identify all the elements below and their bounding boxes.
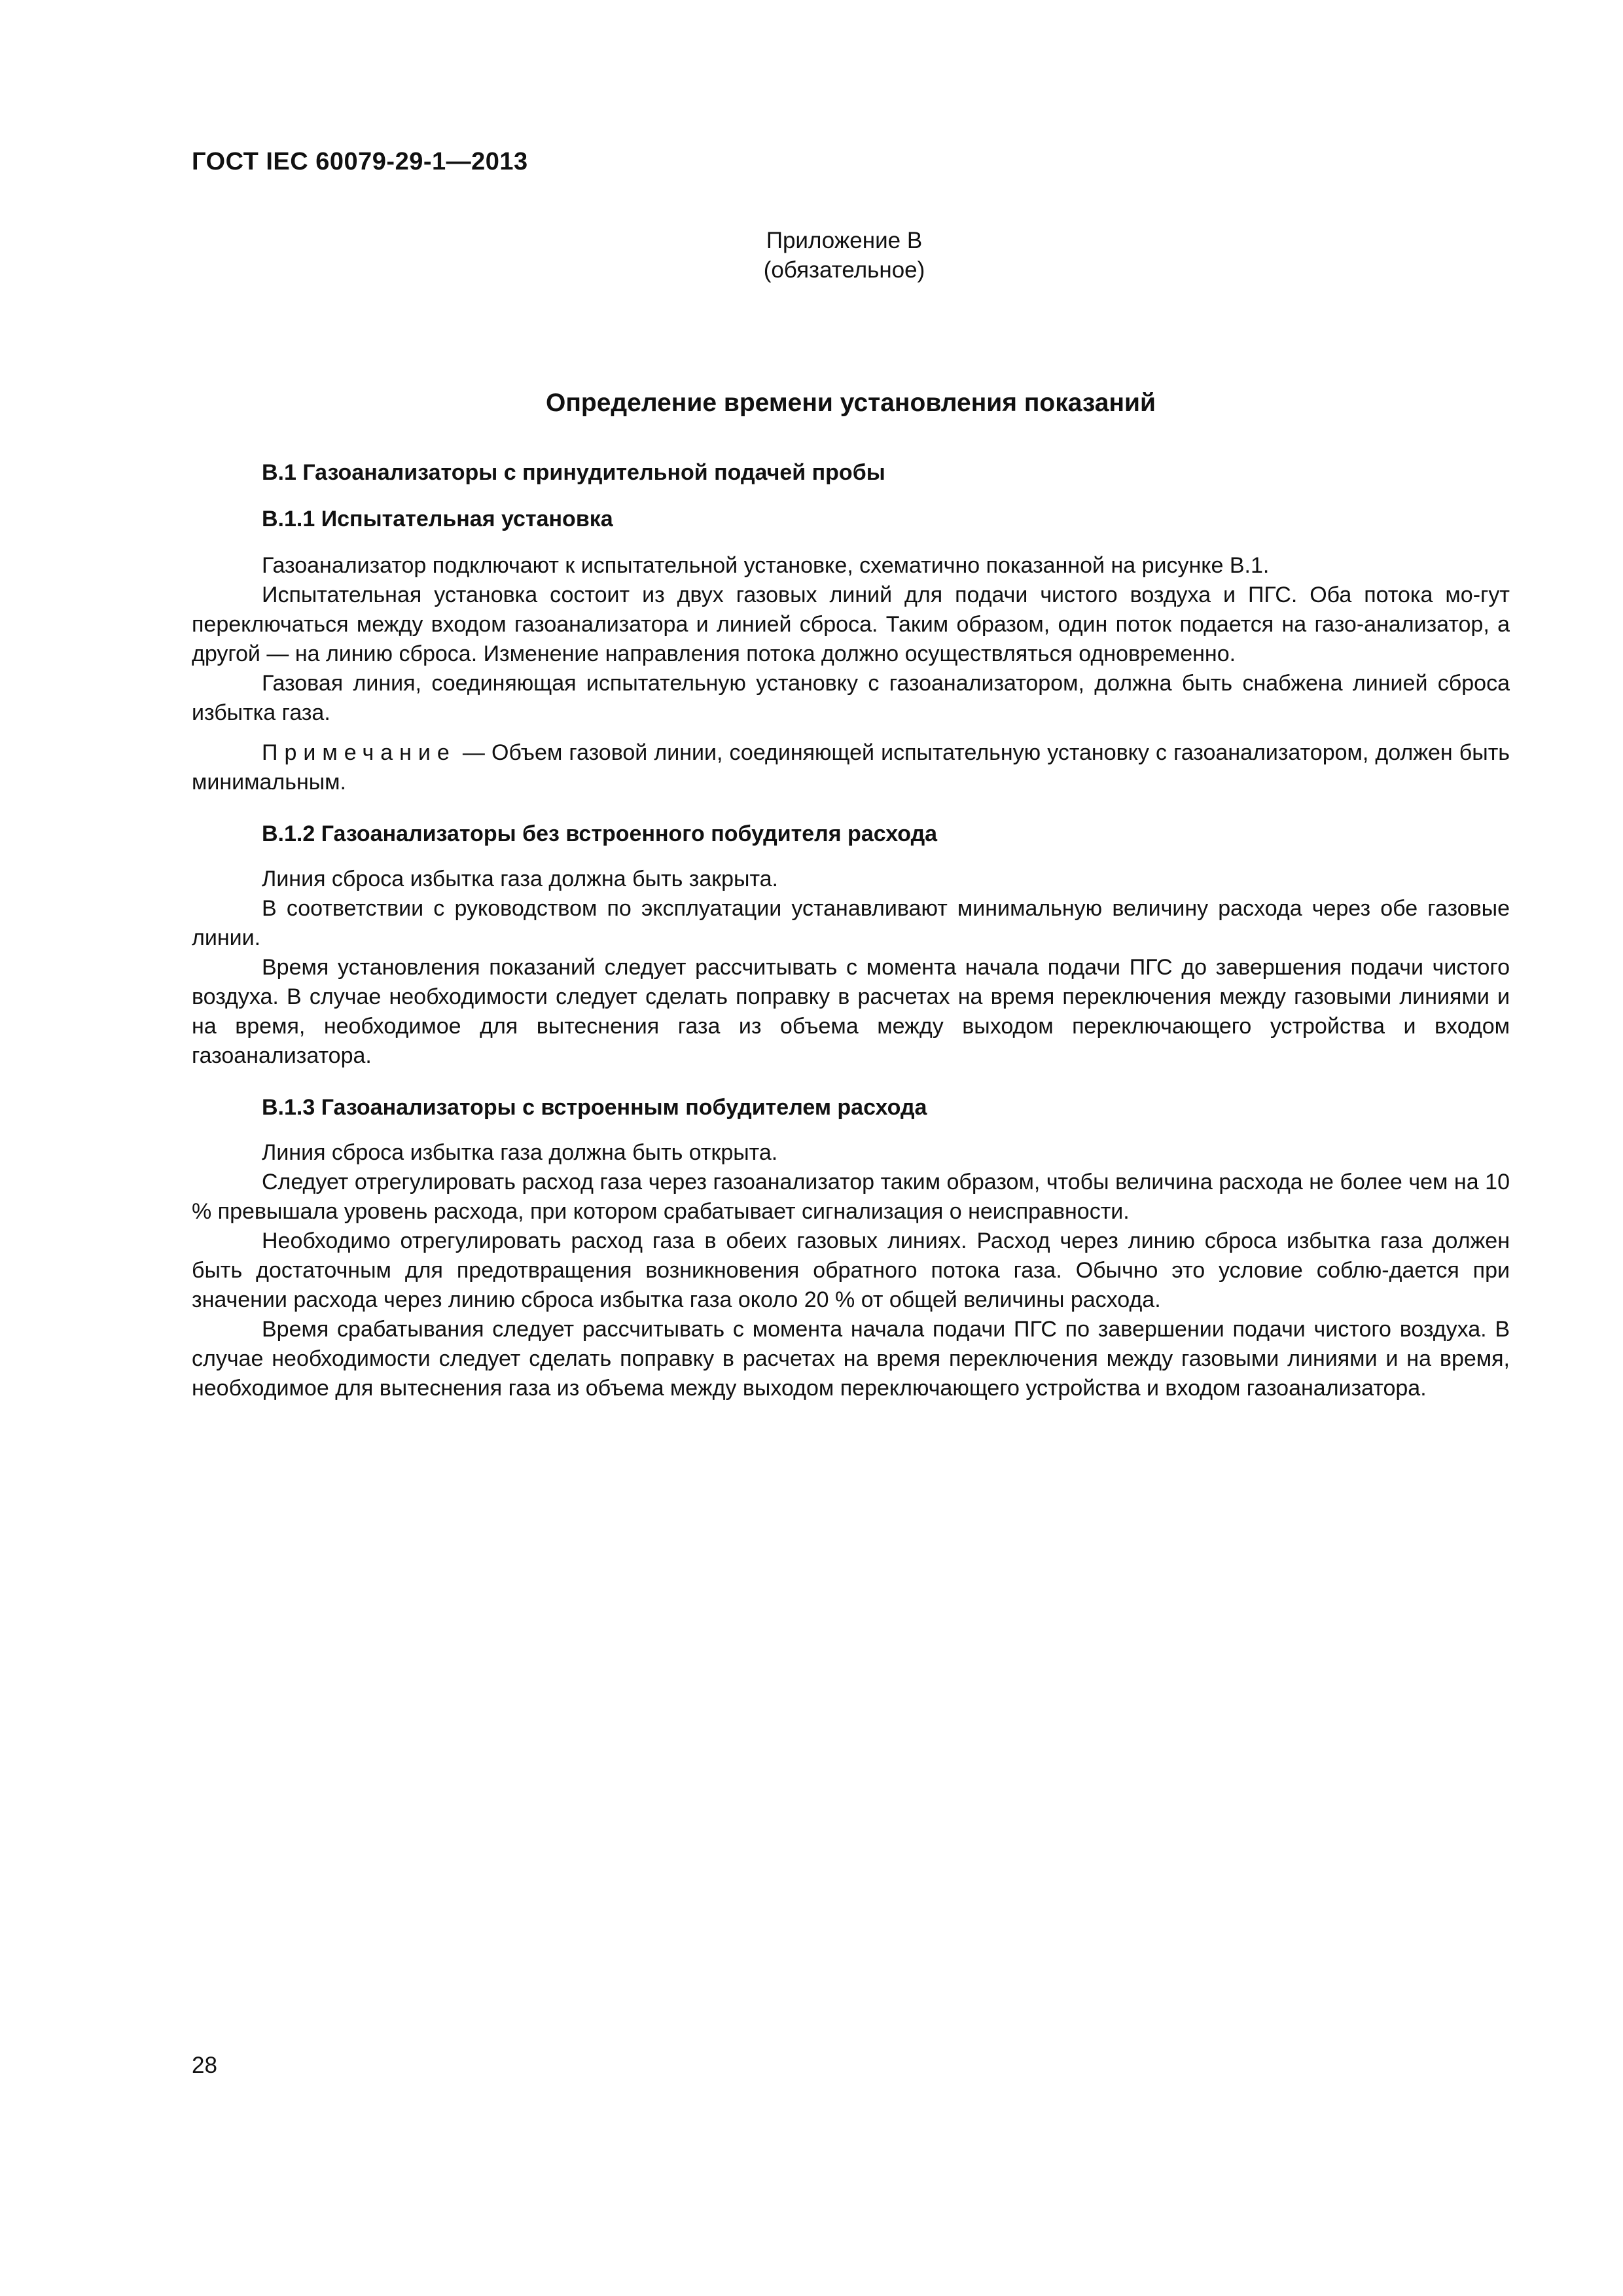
section-b12-heading: В.1.2 Газоанализаторы без встроенного побудителя расхода (262, 821, 938, 846)
document-body (192, 458, 1510, 1403)
standard-code-header: ГОСТ IEC 60079-29-1—2013 (192, 148, 528, 175)
paragraph: Линия сброса избытка газа должна быть открыта. (262, 1140, 778, 1165)
note-text: — Объем газовой линии, соединяющей испытательную установку с газоанализатором, должен быть минимальным. (192, 740, 1510, 795)
note-label: Примечание (262, 740, 456, 765)
section-b1-heading: В.1 Газоанализаторы с принудительной подачей пробы (262, 460, 885, 485)
paragraph: Линия сброса избытка газа должна быть закрыта. (262, 867, 778, 891)
paragraph: В соответствии с руководством по эксплуатации устанавливают минимальную величину расхода через обе газовые линии. (192, 896, 1510, 950)
paragraph: Газовая линия, соединяющая испытательную установку с газоанализатором, должна быть снабжена линией сброса избытка газа. (192, 671, 1510, 725)
section-b11-heading: В.1.1 Испытательная установка (262, 507, 613, 531)
annex-title: Приложение В (766, 228, 923, 253)
paragraph: Следует отрегулировать расход газа через газоанализатор таким образом, чтобы величина расхода не более чем на 10 % превышала уровень расхода, при котором срабатывает сигнализация о неисправности. (192, 1170, 1510, 1224)
page-number: 28 (192, 2053, 217, 2078)
document-title: Определение времени установления показаний (546, 389, 1156, 417)
note-paragraph (192, 738, 1510, 797)
paragraph: Газоанализатор подключают к испытательной установке, схематично показанной на рисунке В.1. (262, 553, 1270, 578)
paragraph: Время установления показаний следует рассчитывать с момента начала подачи ПГС до завершения подачи чистого воздуха. В случае необходимости следует сделать поправку в расчетах на время переключения между газовыми линиями и на время, необходимое для вытеснения газа из объема между выходом переключающего устройства и входом газоанализатора. (192, 955, 1510, 1068)
paragraph: Испытательная установка состоит из двух газовых линий для подачи чистого воздуха и ПГС. Оба потока мо-гут переключаться между входом газоанализатора и линией сброса. Таким образом, один поток подается на газо-анализатор, а другой — на линию сброса. Изменение направления потока должно осуществляться одновременно. (192, 583, 1510, 666)
paragraph: Время срабатывания следует рассчитывать с момента начала подачи ПГС по завершении подачи чистого воздуха. В случае необходимости следует сделать поправку в расчетах на время переключения между газовыми линиями и на время, необходимое для вытеснения газа из объема между выходом переключающего устройства и входом газоанализатора. (192, 1317, 1510, 1401)
section-b13-heading: В.1.3 Газоанализаторы с встроенным побудителем расхода (262, 1095, 927, 1120)
paragraph: Необходимо отрегулировать расход газа в обеих газовых линиях. Расход через линию сброса избытка газа должен быть достаточным для предотвращения возникновения обратного потока газа. Обычно это условие соблю-дается при значении расхода через линию сброса избытка газа около 20 % от общей величины расхода. (192, 1229, 1510, 1312)
annex-block (654, 226, 1034, 285)
annex-status: (обязательное) (763, 257, 925, 283)
